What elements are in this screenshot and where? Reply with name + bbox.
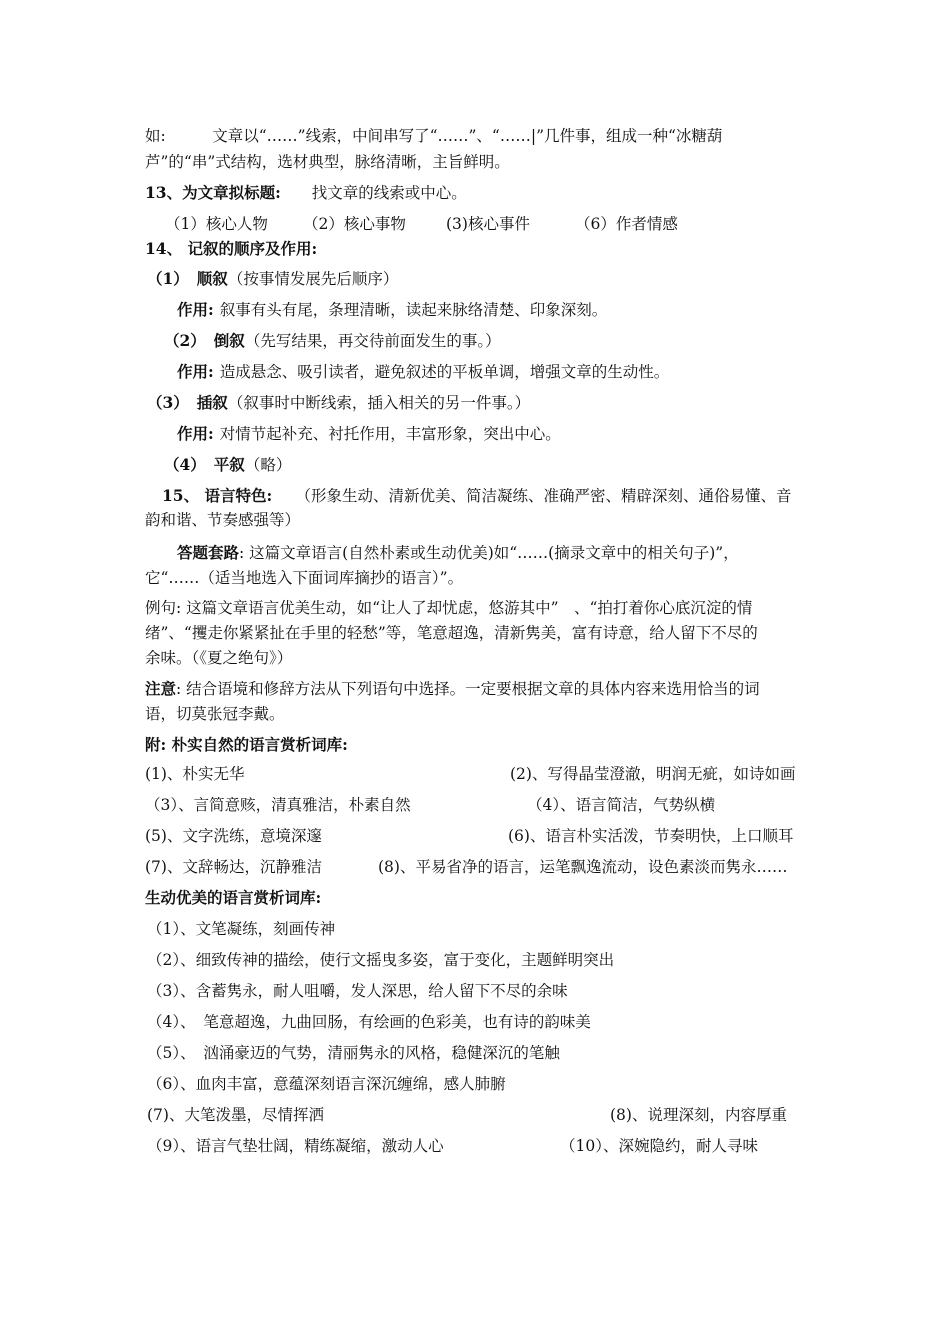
library-1-heading: 附: 朴实自然的语言赏析词库: bbox=[145, 735, 348, 754]
section-13 bbox=[145, 181, 467, 205]
title-source-item: （6）作者情感 bbox=[575, 215, 678, 233]
library-item: (7)、大笔泼墨，尽情挥洒 bbox=[147, 1106, 324, 1124]
narration-order-3: （3） 插叙（叙事时中断线索，插入相关的另一件事。） bbox=[147, 393, 531, 412]
paragraph-line: 余味。（《夏之绝句》） bbox=[145, 649, 293, 667]
order-title: 倒叙 bbox=[213, 331, 245, 350]
answer-template: 答题套路: 这篇文章语言(自然朴素或生动优美)如“……(摘录文章中的相关句子)”， bbox=[177, 543, 739, 562]
narration-effect-2: 作用: 造成悬念、吸引读者，避免叙述的平板单调，增强文章的生动性。 bbox=[177, 362, 670, 381]
narration-effect-3: 作用: 对情节起补充、衬托作用，丰富形象，突出中心。 bbox=[177, 424, 561, 443]
library-item: (2)、写得晶莹澄澈，明润无疵，如诗如画 bbox=[510, 765, 796, 783]
paragraph-line: 如: 文章以“……”线索，中间串写了“……”、“……|”几件事，组成一种“冰糖葫 bbox=[145, 127, 723, 145]
paragraph-line: 芦”的“串”式结构，选材典型，脉络清晰，主旨鲜明。 bbox=[145, 153, 510, 171]
library-item: （9）、语言气垫壮阔，精练凝缩，激动人心 bbox=[147, 1137, 444, 1155]
narration-effect-1: 作用: 叙事有头有尾，条理清晰，读起来脉络清楚、印象深刻。 bbox=[177, 300, 608, 319]
library-item: （4）、语言简洁，气势纵横 bbox=[527, 796, 716, 814]
library-item: (8)、说理深刻，内容厚重 bbox=[610, 1106, 787, 1124]
title-source-item: （2）核心事物 bbox=[303, 215, 406, 233]
title-source-item: (3)核心事件 bbox=[446, 215, 530, 233]
narration-order-2: （2） 倒叙（先写结果，再交待前面发生的事。） bbox=[164, 331, 501, 350]
library-item: (6)、语言朴实活泼，节奏明快，上口顺耳 bbox=[508, 827, 794, 845]
order-title: 插叙 bbox=[196, 393, 228, 412]
note-label: 注意 bbox=[145, 679, 177, 698]
section-15-heading: 15、 语言特色: bbox=[162, 486, 273, 505]
section-14-heading: 14、 记叙的顺序及作用: bbox=[145, 239, 318, 258]
order-title: 顺叙 bbox=[196, 269, 228, 288]
library-item: (1)、朴实无华 bbox=[145, 765, 245, 783]
paragraph-line: 它“……（适当地选入下面词库摘抄的语言）”。 bbox=[145, 569, 464, 587]
library-item: （5）、 汹涌豪迈的气势，清丽隽永的风格，稳健深沉的笔触 bbox=[147, 1044, 560, 1062]
library-item: （6）、血肉丰富，意蕴深刻语言深沉缠绵，感人肺腑 bbox=[147, 1075, 506, 1093]
library-item: （3）、言简意赅，清真雅洁，朴素自然 bbox=[145, 796, 411, 814]
library-item: （1）、文笔凝练，刻画传神 bbox=[147, 920, 336, 938]
title-source-item: （1）核心人物 bbox=[165, 215, 268, 233]
order-title: 平叙 bbox=[213, 455, 245, 474]
paragraph-line: 绪”、“攫走你紧紧扯在手里的轻愁”等，笔意超逸，清新隽美，富有诗意，给人留下不尽的 bbox=[145, 624, 758, 642]
paragraph-line: 韵和谐、节奏感强等） bbox=[145, 511, 301, 529]
narration-order-4: （4） 平叙（略） bbox=[164, 455, 292, 474]
section-13-text: 找文章的线索或中心。 bbox=[280, 184, 467, 202]
library-item: （2）、细致传神的描绘，使行文摇曳多姿，富于变化，主题鲜明突出 bbox=[147, 951, 615, 969]
library-item: (8)、平易省净的语言，运笔飘逸流动，设色素淡而隽永…… bbox=[378, 858, 788, 876]
section-15: 15、 语言特色: （形象生动、清新优美、简洁凝练、准确严密、精辟深刻、通俗易懂、音 bbox=[162, 486, 792, 505]
library-item: （10）、深婉隐约，耐人寻味 bbox=[560, 1137, 758, 1155]
section-13-heading: 13、为文章拟标题: bbox=[145, 183, 281, 202]
note: 注意: 结合语境和修辞方法从下列语句中选择。一定要根据文章的具体内容来选用恰当的词 bbox=[145, 679, 760, 698]
library-item: （4）、 笔意超逸，九曲回肠，有绘画的色彩美，也有诗的韵味美 bbox=[147, 1013, 591, 1031]
library-item: (7)、文辞畅达，沉静雅洁 bbox=[145, 858, 322, 876]
library-item: （3）、含蓄隽永，耐人咀嚼，发人深思，给人留下不尽的余味 bbox=[147, 982, 568, 1000]
narration-order-1: （1） 顺叙（按事情发展先后顺序） bbox=[147, 269, 399, 288]
library-2-heading: 生动优美的语言赏析词库: bbox=[145, 888, 322, 907]
paragraph-line: 例句: 这篇文章语言优美生动，如“让人了却忧虑，悠游其中” 、“拍打着你心底沉淀的情 bbox=[145, 599, 753, 617]
library-item: (5)、文字洗练，意境深邃 bbox=[145, 827, 322, 845]
paragraph-line: 语，切莫张冠李戴。 bbox=[145, 705, 285, 723]
answer-template-label: 答题套路 bbox=[177, 543, 240, 562]
